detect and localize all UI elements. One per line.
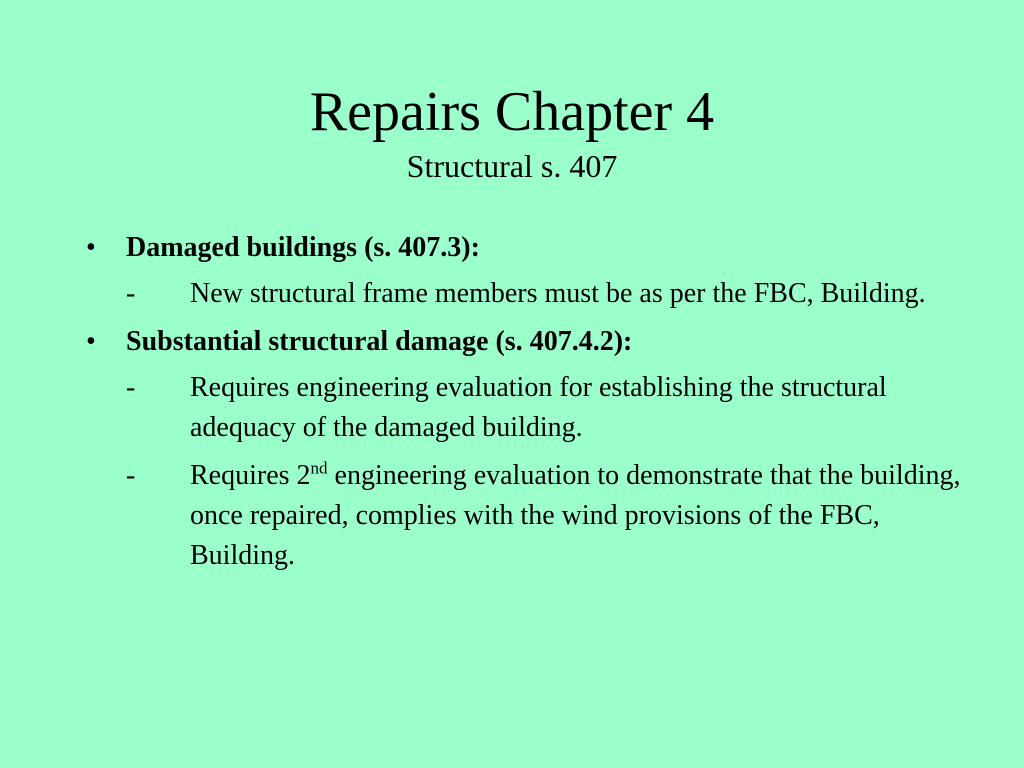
sub-item — [126, 456, 966, 576]
slide-content — [86, 228, 966, 584]
dash-icon: - — [126, 460, 136, 491]
sub-item-text: Requires engineering evaluation for establishing the structural adequacy of the damaged building. — [190, 372, 887, 443]
slide-subtitle: Structural s. 407 — [406, 148, 618, 184]
ordinal-superscript: nd — [310, 458, 328, 478]
dash-icon: - — [126, 278, 136, 309]
bullet-heading: Damaged buildings (s. 407.3): — [126, 232, 480, 263]
sub-item-suffix: engineering evaluation to demonstrate that the building, once repaired, complies with the wind provisions of the FBC, Building. — [190, 460, 961, 571]
sub-item — [126, 274, 966, 314]
bullet-icon: • — [86, 232, 96, 263]
bullet-heading: Substantial structural damage (s. 407.4.2): — [126, 326, 633, 357]
sub-item-text — [190, 456, 966, 576]
sub-item-text: New structural frame members must be as per the FBC, Building. — [190, 278, 926, 309]
sub-item — [126, 368, 966, 448]
dash-icon: - — [126, 372, 136, 403]
slide-title: Repairs Chapter 4 — [309, 81, 715, 143]
sub-item-prefix: Requires 2 — [190, 460, 311, 491]
bullet-icon: • — [86, 326, 96, 357]
title-block — [0, 78, 1024, 186]
bullet-item — [86, 322, 966, 362]
bullet-item — [86, 228, 966, 268]
